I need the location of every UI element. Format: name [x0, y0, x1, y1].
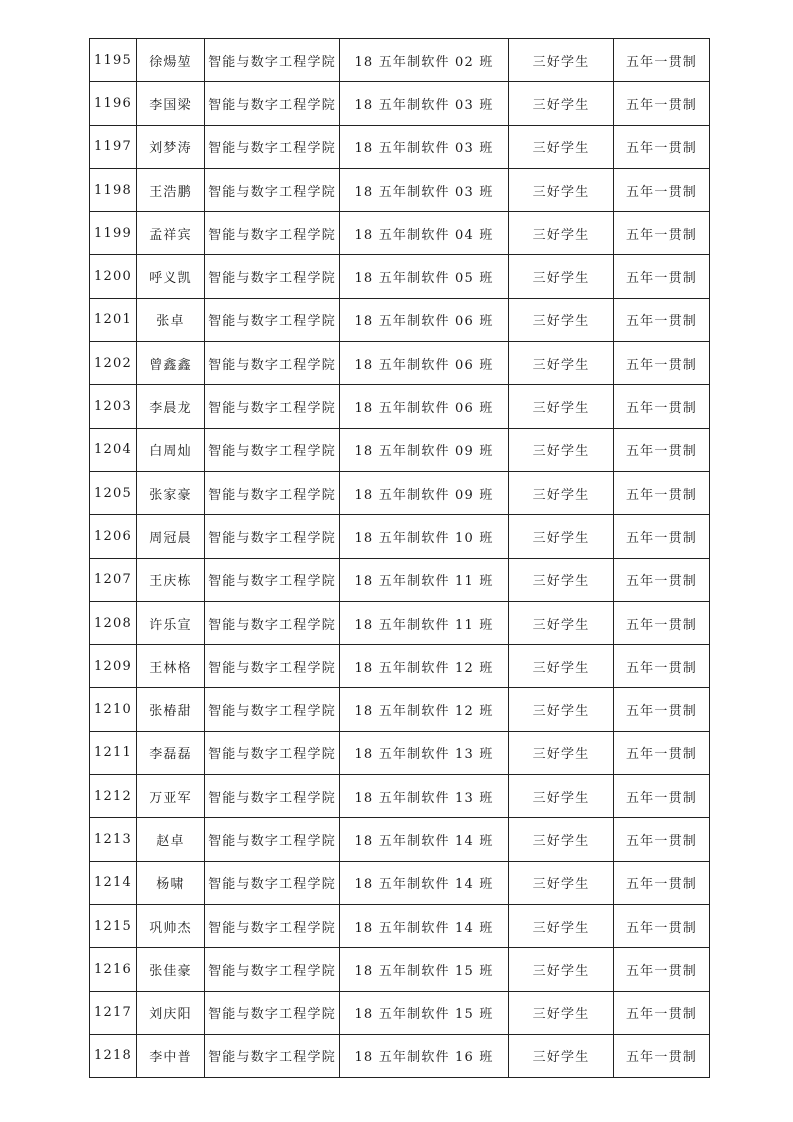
student-name-cell: 孟祥宾 — [137, 212, 205, 255]
award-title-cell: 三好学生 — [509, 298, 614, 341]
student-name-cell: 徐煬堃 — [137, 39, 205, 82]
college-name-cell: 智能与数字工程学院 — [205, 731, 340, 774]
row-number-cell: 1217 — [90, 991, 137, 1034]
program-system-cell: 五年一贯制 — [614, 904, 710, 947]
class-name-cell: 18 五年制软件 11 班 — [340, 558, 509, 601]
table-row — [90, 515, 710, 558]
program-system-cell: 五年一贯制 — [614, 601, 710, 644]
program-system-cell: 五年一贯制 — [614, 948, 710, 991]
student-name-cell: 赵卓 — [137, 818, 205, 861]
row-number-cell: 1205 — [90, 471, 137, 514]
class-name-cell: 18 五年制软件 11 班 — [340, 601, 509, 644]
student-name-cell: 李晨龙 — [137, 385, 205, 428]
row-number-cell: 1204 — [90, 428, 137, 471]
award-title-cell: 三好学生 — [509, 948, 614, 991]
class-name-cell: 18 五年制软件 06 班 — [340, 342, 509, 385]
student-name-cell: 张佳豪 — [137, 948, 205, 991]
college-name-cell: 智能与数字工程学院 — [205, 298, 340, 341]
table-row — [90, 39, 710, 82]
program-system-cell: 五年一贯制 — [614, 1034, 710, 1077]
college-name-cell: 智能与数字工程学院 — [205, 818, 340, 861]
row-number-cell: 1210 — [90, 688, 137, 731]
program-system-cell: 五年一贯制 — [614, 471, 710, 514]
college-name-cell: 智能与数字工程学院 — [205, 212, 340, 255]
college-name-cell: 智能与数字工程学院 — [205, 904, 340, 947]
class-name-cell: 18 五年制软件 06 班 — [340, 385, 509, 428]
program-system-cell: 五年一贯制 — [614, 82, 710, 125]
program-system-cell: 五年一贯制 — [614, 731, 710, 774]
student-name-cell: 张卓 — [137, 298, 205, 341]
row-number-cell: 1201 — [90, 298, 137, 341]
table-row — [90, 948, 710, 991]
table-row — [90, 688, 710, 731]
award-title-cell: 三好学生 — [509, 1034, 614, 1077]
college-name-cell: 智能与数字工程学院 — [205, 688, 340, 731]
student-name-cell: 王林格 — [137, 645, 205, 688]
class-name-cell: 18 五年制软件 15 班 — [340, 991, 509, 1034]
row-number-cell: 1209 — [90, 645, 137, 688]
table-row — [90, 861, 710, 904]
class-name-cell: 18 五年制软件 14 班 — [340, 861, 509, 904]
table-row — [90, 558, 710, 601]
class-name-cell: 18 五年制软件 12 班 — [340, 688, 509, 731]
college-name-cell: 智能与数字工程学院 — [205, 558, 340, 601]
table-row — [90, 1034, 710, 1077]
award-title-cell: 三好学生 — [509, 515, 614, 558]
college-name-cell: 智能与数字工程学院 — [205, 991, 340, 1034]
award-list-table — [89, 38, 710, 1078]
table-row — [90, 125, 710, 168]
award-title-cell: 三好学生 — [509, 168, 614, 211]
award-title-cell: 三好学生 — [509, 688, 614, 731]
table-row — [90, 904, 710, 947]
award-title-cell: 三好学生 — [509, 385, 614, 428]
award-title-cell: 三好学生 — [509, 255, 614, 298]
class-name-cell: 18 五年制软件 10 班 — [340, 515, 509, 558]
class-name-cell: 18 五年制软件 14 班 — [340, 904, 509, 947]
college-name-cell: 智能与数字工程学院 — [205, 515, 340, 558]
row-number-cell: 1215 — [90, 904, 137, 947]
award-title-cell: 三好学生 — [509, 212, 614, 255]
program-system-cell: 五年一贯制 — [614, 298, 710, 341]
award-title-cell: 三好学生 — [509, 991, 614, 1034]
award-title-cell: 三好学生 — [509, 428, 614, 471]
student-name-cell: 呼义凯 — [137, 255, 205, 298]
student-name-cell: 杨啸 — [137, 861, 205, 904]
row-number-cell: 1212 — [90, 775, 137, 818]
table-row — [90, 775, 710, 818]
college-name-cell: 智能与数字工程学院 — [205, 255, 340, 298]
row-number-cell: 1216 — [90, 948, 137, 991]
class-name-cell: 18 五年制软件 06 班 — [340, 298, 509, 341]
student-name-cell: 白周灿 — [137, 428, 205, 471]
student-name-cell: 李磊磊 — [137, 731, 205, 774]
program-system-cell: 五年一贯制 — [614, 861, 710, 904]
class-name-cell: 18 五年制软件 05 班 — [340, 255, 509, 298]
college-name-cell: 智能与数字工程学院 — [205, 39, 340, 82]
student-name-cell: 李国梁 — [137, 82, 205, 125]
row-number-cell: 1211 — [90, 731, 137, 774]
row-number-cell: 1214 — [90, 861, 137, 904]
program-system-cell: 五年一贯制 — [614, 125, 710, 168]
class-name-cell: 18 五年制软件 14 班 — [340, 818, 509, 861]
table-row — [90, 212, 710, 255]
row-number-cell: 1213 — [90, 818, 137, 861]
row-number-cell: 1200 — [90, 255, 137, 298]
student-name-cell: 王庆栋 — [137, 558, 205, 601]
row-number-cell: 1207 — [90, 558, 137, 601]
college-name-cell: 智能与数字工程学院 — [205, 1034, 340, 1077]
table-row — [90, 645, 710, 688]
program-system-cell: 五年一贯制 — [614, 39, 710, 82]
college-name-cell: 智能与数字工程学院 — [205, 385, 340, 428]
table-row — [90, 342, 710, 385]
program-system-cell: 五年一贯制 — [614, 255, 710, 298]
program-system-cell: 五年一贯制 — [614, 558, 710, 601]
student-name-cell: 万亚军 — [137, 775, 205, 818]
class-name-cell: 18 五年制软件 15 班 — [340, 948, 509, 991]
class-name-cell: 18 五年制软件 09 班 — [340, 428, 509, 471]
student-name-cell: 曾鑫鑫 — [137, 342, 205, 385]
row-number-cell: 1198 — [90, 168, 137, 211]
class-name-cell: 18 五年制软件 04 班 — [340, 212, 509, 255]
program-system-cell: 五年一贯制 — [614, 991, 710, 1034]
program-system-cell: 五年一贯制 — [614, 342, 710, 385]
student-name-cell: 张椿甜 — [137, 688, 205, 731]
student-name-cell: 刘庆阳 — [137, 991, 205, 1034]
program-system-cell: 五年一贯制 — [614, 688, 710, 731]
program-system-cell: 五年一贯制 — [614, 645, 710, 688]
college-name-cell: 智能与数字工程学院 — [205, 342, 340, 385]
award-title-cell: 三好学生 — [509, 39, 614, 82]
student-name-cell: 巩帅杰 — [137, 904, 205, 947]
college-name-cell: 智能与数字工程学院 — [205, 168, 340, 211]
award-title-cell: 三好学生 — [509, 82, 614, 125]
award-title-cell: 三好学生 — [509, 558, 614, 601]
award-title-cell: 三好学生 — [509, 125, 614, 168]
college-name-cell: 智能与数字工程学院 — [205, 948, 340, 991]
class-name-cell: 18 五年制软件 03 班 — [340, 125, 509, 168]
table-row — [90, 255, 710, 298]
award-title-cell: 三好学生 — [509, 818, 614, 861]
table-row — [90, 385, 710, 428]
college-name-cell: 智能与数字工程学院 — [205, 82, 340, 125]
award-title-cell: 三好学生 — [509, 904, 614, 947]
row-number-cell: 1202 — [90, 342, 137, 385]
student-name-cell: 张家豪 — [137, 471, 205, 514]
program-system-cell: 五年一贯制 — [614, 212, 710, 255]
program-system-cell: 五年一贯制 — [614, 775, 710, 818]
class-name-cell: 18 五年制软件 09 班 — [340, 471, 509, 514]
program-system-cell: 五年一贯制 — [614, 168, 710, 211]
college-name-cell: 智能与数字工程学院 — [205, 428, 340, 471]
student-name-cell: 刘梦涛 — [137, 125, 205, 168]
class-name-cell: 18 五年制软件 13 班 — [340, 775, 509, 818]
program-system-cell: 五年一贯制 — [614, 385, 710, 428]
table-row — [90, 731, 710, 774]
row-number-cell: 1196 — [90, 82, 137, 125]
row-number-cell: 1218 — [90, 1034, 137, 1077]
row-number-cell: 1208 — [90, 601, 137, 644]
class-name-cell: 18 五年制软件 12 班 — [340, 645, 509, 688]
student-name-cell: 周冠晨 — [137, 515, 205, 558]
award-list-body — [90, 39, 710, 1078]
table-row — [90, 601, 710, 644]
class-name-cell: 18 五年制软件 03 班 — [340, 168, 509, 211]
table-row — [90, 991, 710, 1034]
award-title-cell: 三好学生 — [509, 471, 614, 514]
row-number-cell: 1199 — [90, 212, 137, 255]
college-name-cell: 智能与数字工程学院 — [205, 775, 340, 818]
award-title-cell: 三好学生 — [509, 342, 614, 385]
award-title-cell: 三好学生 — [509, 601, 614, 644]
award-title-cell: 三好学生 — [509, 645, 614, 688]
college-name-cell: 智能与数字工程学院 — [205, 601, 340, 644]
row-number-cell: 1203 — [90, 385, 137, 428]
student-name-cell: 王浩鹏 — [137, 168, 205, 211]
class-name-cell: 18 五年制软件 02 班 — [340, 39, 509, 82]
college-name-cell: 智能与数字工程学院 — [205, 645, 340, 688]
table-row — [90, 298, 710, 341]
table-row — [90, 428, 710, 471]
award-title-cell: 三好学生 — [509, 861, 614, 904]
college-name-cell: 智能与数字工程学院 — [205, 125, 340, 168]
class-name-cell: 18 五年制软件 03 班 — [340, 82, 509, 125]
program-system-cell: 五年一贯制 — [614, 818, 710, 861]
award-title-cell: 三好学生 — [509, 731, 614, 774]
row-number-cell: 1206 — [90, 515, 137, 558]
award-title-cell: 三好学生 — [509, 775, 614, 818]
table-row — [90, 82, 710, 125]
row-number-cell: 1197 — [90, 125, 137, 168]
college-name-cell: 智能与数字工程学院 — [205, 471, 340, 514]
table-row — [90, 471, 710, 514]
table-row — [90, 168, 710, 211]
student-name-cell: 许乐宣 — [137, 601, 205, 644]
program-system-cell: 五年一贯制 — [614, 515, 710, 558]
class-name-cell: 18 五年制软件 13 班 — [340, 731, 509, 774]
college-name-cell: 智能与数字工程学院 — [205, 861, 340, 904]
student-name-cell: 李中普 — [137, 1034, 205, 1077]
row-number-cell: 1195 — [90, 39, 137, 82]
class-name-cell: 18 五年制软件 16 班 — [340, 1034, 509, 1077]
program-system-cell: 五年一贯制 — [614, 428, 710, 471]
table-row — [90, 818, 710, 861]
